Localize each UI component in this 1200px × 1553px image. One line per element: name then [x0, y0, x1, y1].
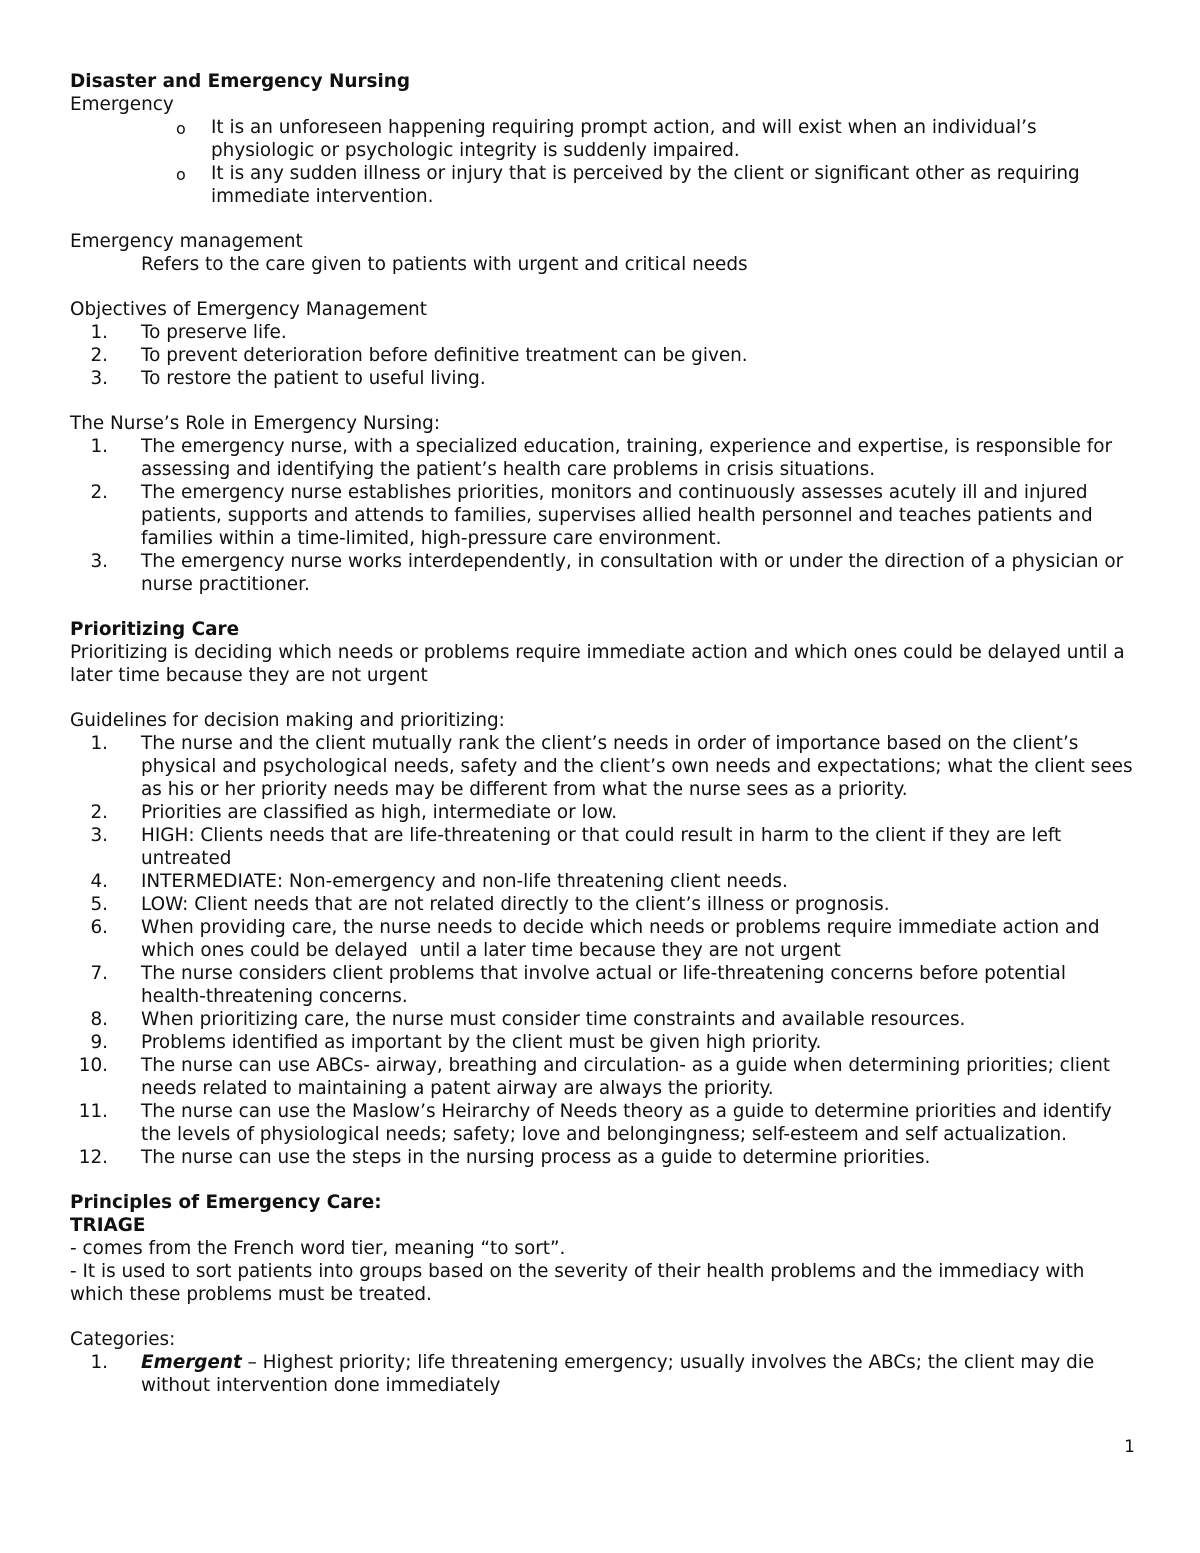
spacer [70, 276, 1135, 298]
list-number: 11. [78, 1101, 108, 1122]
list-text: Problems identified as important by the client must be given high priority. [141, 1032, 822, 1053]
list-item [70, 435, 1135, 481]
emergency-bullet-list [70, 116, 1135, 208]
list-item [70, 1351, 1135, 1397]
list-text: INTERMEDIATE: Non-emergency and non-life threatening client needs. [141, 871, 788, 892]
list-number: 6. [90, 917, 108, 938]
list-number: 2. [90, 482, 108, 503]
nurse-role-list [70, 435, 1135, 596]
bullet-text: It is an unforeseen happening requiring prompt action, and will exist when an individual’s physiologic or psychologic integrity is suddenly impaired. [211, 117, 1037, 161]
list-item [70, 732, 1135, 801]
list-item [70, 116, 1135, 162]
list-text: The nurse and the client mutually rank the client’s needs in order of importance based on the client’s physical and psychological needs, safety and the client’s own needs and expectations; what the client sees as his or her priority needs may be different from what the nurse sees as a priority. [141, 733, 1133, 800]
list-text: When providing care, the nurse needs to decide which needs or problems require immediate action and which ones could be delayed until a later time because they are not urgent [141, 917, 1106, 961]
list-text: The nurse considers client problems that involve actual or life-threatening concerns before potential health-threatening concerns. [141, 963, 1066, 1007]
list-text: The emergency nurse, with a specialized education, training, experience and expertise, is responsible for assessing and identifying the patient’s health care problems in crisis situations. [141, 436, 1113, 480]
guidelines-heading: Guidelines for decision making and prioritizing: [70, 710, 505, 731]
list-item [70, 1146, 1135, 1169]
document-title: Disaster and Emergency Nursing [70, 71, 411, 92]
list-number: 2. [90, 802, 108, 823]
triage-line: - It is used to sort patients into groups based on the severity of their health problems and the immediacy with which these problems must be treated. [70, 1261, 1085, 1305]
objectives-list [70, 321, 1135, 390]
list-text: When prioritizing care, the nurse must consider time constraints and available resources. [141, 1009, 966, 1030]
list-item [70, 916, 1135, 962]
guidelines-list [70, 732, 1135, 1169]
list-item [70, 481, 1135, 550]
list-number: 1. [90, 436, 108, 457]
list-number: 1. [90, 1352, 108, 1373]
list-text: – Highest priority; life threatening emergency; usually involves the ABCs; the client may die without intervention done immediately [141, 1352, 1095, 1396]
objectives-heading: Objectives of Emergency Management [70, 299, 427, 320]
list-item [70, 344, 1135, 367]
spacer [70, 1169, 1135, 1191]
bullet-text: It is any sudden illness or injury that is perceived by the client or significant other as requiring immediate intervention. [211, 163, 1080, 207]
list-item [70, 367, 1135, 390]
triage-line: - comes from the French word tier, meaning “to sort”. [70, 1238, 566, 1259]
list-item [70, 893, 1135, 916]
list-number: 9. [90, 1032, 108, 1053]
list-item [70, 824, 1135, 870]
emergency-management-heading: Emergency management [70, 231, 303, 252]
emergency-heading: Emergency [70, 94, 174, 115]
list-text: HIGH: Clients needs that are life-threatening or that could result in harm to the client if they are left untreated [141, 825, 1062, 869]
categories-list [70, 1351, 1135, 1397]
list-number: 1. [90, 733, 108, 754]
list-text: LOW: Client needs that are not related directly to the client’s illness or prognosis. [141, 894, 890, 915]
categories-heading: Categories: [70, 1329, 176, 1350]
list-item [70, 1100, 1135, 1146]
list-text: The nurse can use the steps in the nursing process as a guide to determine priorities. [141, 1147, 931, 1168]
document-content [70, 70, 1135, 1397]
list-item [70, 321, 1135, 344]
list-text: To preserve life. [141, 322, 287, 343]
list-text: The emergency nurse establishes priorities, monitors and continuously assesses acutely ill and injured patients, supports and attends to families, supervises allied health personnel and teaches patients and families within a time-limited, high-pressure care environment. [141, 482, 1093, 549]
spacer [70, 1306, 1135, 1328]
list-item [70, 801, 1135, 824]
list-number: 2. [90, 345, 108, 366]
list-number: 7. [90, 963, 108, 984]
principles-heading: Principles of Emergency Care: [70, 1192, 382, 1213]
list-number: 1. [90, 322, 108, 343]
list-number: 3. [90, 825, 108, 846]
nurse-role-heading: The Nurse’s Role in Emergency Nursing: [70, 413, 441, 434]
page-number: 1 [1124, 1437, 1135, 1457]
list-item [70, 962, 1135, 1008]
list-number: 8. [90, 1009, 108, 1030]
spacer [70, 208, 1135, 230]
list-number: 3. [90, 551, 108, 572]
list-number: 5. [90, 894, 108, 915]
list-item [70, 162, 1135, 208]
triage-heading: TRIAGE [70, 1215, 146, 1236]
list-text: The emergency nurse works interdependently, in consultation with or under the direction of a physician or nurse practitioner. [141, 551, 1124, 595]
list-text: Priorities are classified as high, intermediate or low. [141, 802, 618, 823]
list-text: To prevent deterioration before definitive treatment can be given. [141, 345, 748, 366]
list-number: 10. [78, 1055, 108, 1076]
list-item [70, 550, 1135, 596]
spacer [70, 687, 1135, 709]
bullet-marker-icon: o [176, 165, 186, 184]
bullet-marker-icon: o [176, 119, 186, 138]
list-number: 3. [90, 368, 108, 389]
list-item [70, 1054, 1135, 1100]
spacer [70, 390, 1135, 412]
list-text: To restore the patient to useful living. [141, 368, 486, 389]
emergency-management-definition: Refers to the care given to patients with urgent and critical needs [141, 254, 748, 275]
list-text: The nurse can use the Maslow’s Heirarchy of Needs theory as a guide to determine priorities and identify the levels of physiological needs; safety; love and belongingness; self-esteem and self actualization. [141, 1101, 1112, 1145]
spacer [70, 596, 1135, 618]
list-item [70, 1031, 1135, 1054]
prioritizing-definition: Prioritizing is deciding which needs or problems require immediate action and which ones could be delayed until a later time because they are not urgent [70, 642, 1125, 686]
list-number: 12. [78, 1147, 108, 1168]
list-item [70, 870, 1135, 893]
prioritizing-heading: Prioritizing Care [70, 619, 240, 640]
list-text: The nurse can use ABCs- airway, breathing and circulation- as a guide when determining priorities; client needs related to maintaining a patent airway are always the priority. [141, 1055, 1111, 1099]
category-term: Emergent [141, 1352, 242, 1373]
list-number: 4. [90, 871, 108, 892]
list-item [70, 1008, 1135, 1031]
